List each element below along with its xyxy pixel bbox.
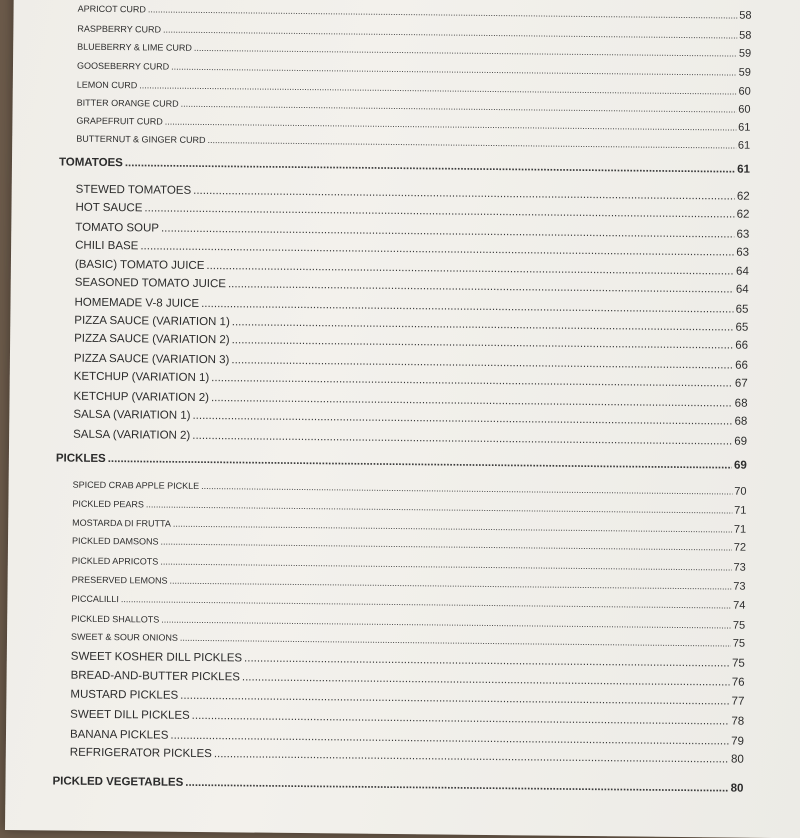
toc-entry-page-number: 75 <box>732 637 746 650</box>
dot-leader <box>146 499 732 515</box>
dot-leader <box>214 748 729 765</box>
toc-entry-page-number: 61 <box>738 121 751 134</box>
toc-entry-page-number: 62 <box>736 190 750 203</box>
toc-entry-page-number: 69 <box>734 435 748 448</box>
toc-entry <box>76 133 750 152</box>
dot-leader <box>192 710 730 728</box>
dot-leader <box>201 298 734 316</box>
toc-entry-page-number: 63 <box>736 228 750 241</box>
dot-leader <box>211 392 733 409</box>
toc-entry-title: MUSTARD PICKLES <box>70 688 179 702</box>
toc-entry <box>74 297 748 316</box>
toc-entry-title: REFRIGERATOR PICKLES <box>69 746 212 761</box>
toc-entry-page-number: 73 <box>733 580 746 593</box>
dot-leader <box>161 537 732 553</box>
dot-leader <box>242 671 730 688</box>
toc-entry-title: GRAPEFRUIT CURD <box>76 115 163 127</box>
toc-entry-title: BLUEBERRY & LIME CURD <box>77 41 192 53</box>
dot-leader <box>193 185 735 203</box>
toc-entry <box>78 3 752 22</box>
dot-leader <box>232 334 734 351</box>
toc-entry <box>72 574 746 593</box>
dot-leader <box>171 62 737 78</box>
dot-leader <box>201 481 732 497</box>
toc-entry-title: SWEET KOSHER DILL PICKLES <box>70 650 243 665</box>
toc-entry <box>72 498 746 517</box>
toc-entry-title: RASPBERRY CURD <box>77 23 162 35</box>
book-page <box>5 0 800 838</box>
toc-entry-page-number: 78 <box>731 715 745 728</box>
toc-entry-title: SWEET DILL PICKLES <box>70 708 190 722</box>
toc-entry <box>72 517 746 536</box>
toc-entry-title: STEWED TOMATOES <box>75 183 192 197</box>
toc-entry <box>74 333 748 352</box>
toc-entry-title: SALSA (VARIATION 1) <box>73 408 191 422</box>
toc-entry-title: PIZZA SAUCE (VARIATION 3) <box>73 352 230 367</box>
toc-entry-title: TOMATO SOUP <box>75 221 160 235</box>
toc-entry <box>70 729 744 748</box>
section-heading <box>56 452 747 471</box>
toc-entry <box>75 277 749 296</box>
toc-entry-title: (BASIC) TOMATO JUICE <box>74 258 205 273</box>
dot-leader <box>165 117 736 133</box>
dot-leader <box>180 633 731 649</box>
toc-entry <box>72 555 746 574</box>
toc-entry-title: PICKLED DAMSONS <box>71 535 159 547</box>
toc-entry-page-number: 60 <box>738 85 751 98</box>
dot-leader <box>208 135 736 151</box>
toc-entry-title: PIZZA SAUCE (VARIATION 1) <box>74 314 230 329</box>
dot-leader <box>160 557 731 573</box>
dot-leader <box>185 777 729 795</box>
toc-entry-page-number: 68 <box>734 415 748 428</box>
dot-leader <box>206 260 734 278</box>
toc-entry <box>75 240 749 259</box>
toc-entry <box>74 353 748 372</box>
toc-entry-page-number: 66 <box>735 339 749 352</box>
toc-entry <box>73 429 747 448</box>
toc-entry <box>75 259 749 278</box>
dot-leader <box>232 316 734 333</box>
section-heading-page-number: 61 <box>737 163 751 176</box>
toc-entry-page-number: 76 <box>731 676 745 689</box>
toc-entry <box>71 613 745 632</box>
toc-entry-title: BANANA PICKLES <box>69 728 169 742</box>
toc-entry <box>71 593 745 612</box>
dot-leader <box>121 594 731 610</box>
toc-entry-page-number: 63 <box>736 246 750 259</box>
toc-entry-title: GOOSEBERRY CURD <box>76 60 170 72</box>
dot-leader <box>161 615 731 631</box>
section-heading-page-number: 80 <box>730 782 744 795</box>
toc-entry-page-number: 72 <box>733 541 747 554</box>
toc-entry-page-number: 79 <box>731 735 745 748</box>
toc-entry-title: PICKLED APRICOTS <box>71 555 159 567</box>
dot-leader <box>161 223 735 241</box>
toc-entry <box>70 747 744 766</box>
dot-leader <box>170 730 729 748</box>
dot-leader <box>125 157 735 175</box>
toc-entry <box>70 709 744 728</box>
toc-entry-page-number: 74 <box>733 599 746 612</box>
toc-entry-title: HOMEMADE V-8 JUICE <box>74 296 200 310</box>
dot-leader <box>181 99 737 115</box>
toc-entry-page-number: 71 <box>733 523 747 536</box>
toc-entry-page-number: 62 <box>736 208 750 221</box>
toc-entry-title: KETCHUP (VARIATION 2) <box>73 390 210 405</box>
toc-entry-page-number: 66 <box>735 359 748 372</box>
toc-entry <box>73 409 747 428</box>
toc-entry-title: LEMON CURD <box>76 79 138 91</box>
toc-entry <box>76 115 750 134</box>
toc-entry-page-number: 64 <box>735 283 749 296</box>
toc-entry <box>72 535 746 554</box>
toc-entry-title: KETCHUP (VARIATION 1) <box>73 370 210 385</box>
toc-entry-title: BUTTERNUT & GINGER CURD <box>76 133 206 146</box>
toc-entry <box>74 371 748 390</box>
toc-entry-page-number: 71 <box>734 504 747 517</box>
toc-entry-title: PICCALILLI <box>71 593 120 605</box>
toc-entry <box>77 60 751 79</box>
dot-leader <box>194 43 737 59</box>
toc-entry-page-number: 60 <box>738 103 751 116</box>
toc-entry-page-number: 75 <box>731 657 745 670</box>
dot-leader <box>244 652 730 669</box>
toc-entry <box>77 23 751 42</box>
toc-entry-title: PIZZA SAUCE (VARIATION 2) <box>74 332 230 347</box>
toc-entry-page-number: 73 <box>733 561 746 574</box>
toc-entry <box>75 222 749 241</box>
toc-entry <box>74 315 748 334</box>
toc-entry-page-number: 75 <box>732 619 746 632</box>
toc-entry-page-number: 65 <box>735 303 749 316</box>
toc-entry <box>70 689 744 708</box>
dot-leader <box>139 80 736 96</box>
toc-entry <box>71 670 745 689</box>
toc-entry-page-number: 59 <box>738 66 752 79</box>
toc-entry-title: SEASONED TOMATO JUICE <box>74 276 227 291</box>
section-heading <box>52 775 743 794</box>
section-heading-page-number: 69 <box>733 459 747 472</box>
toc-entry-page-number: 80 <box>730 753 744 766</box>
toc-entry-page-number: 67 <box>734 377 748 390</box>
toc-entry-page-number: 58 <box>739 29 752 42</box>
section-heading-title: PICKLED VEGETABLES <box>52 775 184 789</box>
toc-entry-page-number: 58 <box>739 9 752 22</box>
toc-entry <box>77 97 751 116</box>
dot-leader <box>144 202 734 220</box>
toc-entry <box>73 479 747 498</box>
toc-entry-page-number: 77 <box>731 695 745 708</box>
toc-entry <box>77 41 751 60</box>
dot-leader <box>140 240 734 258</box>
dot-leader <box>211 372 733 389</box>
dot-leader <box>228 278 734 295</box>
toc-entry-page-number: 65 <box>735 321 749 334</box>
toc-entry <box>77 79 751 98</box>
toc-entry <box>71 651 745 670</box>
section-heading <box>59 156 750 175</box>
toc-entry-title: MOSTARDA DI FRUTTA <box>72 517 171 529</box>
toc-entry <box>75 202 749 221</box>
toc-entry-title: SWEET & SOUR ONIONS <box>70 631 178 643</box>
toc-entry-title: PICKLED SHALLOTS <box>71 613 160 625</box>
dot-leader <box>169 576 731 592</box>
section-heading-title: PICKLES <box>55 452 106 465</box>
dot-leader <box>192 410 732 428</box>
toc-entry-title: PRESERVED LEMONS <box>71 574 168 586</box>
table-of-contents <box>5 0 800 838</box>
dot-leader <box>231 354 733 371</box>
toc-entry-page-number: 61 <box>737 139 751 152</box>
toc-entry-title: SALSA (VARIATION 2) <box>73 428 191 442</box>
toc-entry-page-number: 70 <box>734 485 747 498</box>
section-heading-title: TOMATOES <box>58 156 123 170</box>
toc-entry-title: PICKLED PEARS <box>72 498 144 510</box>
toc-entry-title: HOT SAUCE <box>75 201 143 215</box>
toc-entry-title: CHILI BASE <box>75 239 139 253</box>
dot-leader <box>180 690 730 708</box>
toc-entry-page-number: 59 <box>738 47 752 60</box>
toc-entry <box>73 391 747 410</box>
toc-entry-title: APRICOT CURD <box>77 3 146 15</box>
toc-entry-title: SPICED CRAB APPLE PICKLE <box>72 479 200 491</box>
toc-entry-title: BREAD-AND-BUTTER PICKLES <box>70 669 241 684</box>
toc-entry <box>76 184 750 203</box>
dot-leader <box>108 453 732 472</box>
dot-leader <box>148 4 737 20</box>
toc-entry <box>71 631 745 650</box>
toc-entry-title: BITTER ORANGE CURD <box>76 97 179 109</box>
toc-entry-page-number: 64 <box>736 265 749 278</box>
dot-leader <box>173 519 732 535</box>
dot-leader <box>163 25 737 41</box>
toc-entry-page-number: 68 <box>734 397 748 410</box>
dot-leader <box>192 430 732 448</box>
